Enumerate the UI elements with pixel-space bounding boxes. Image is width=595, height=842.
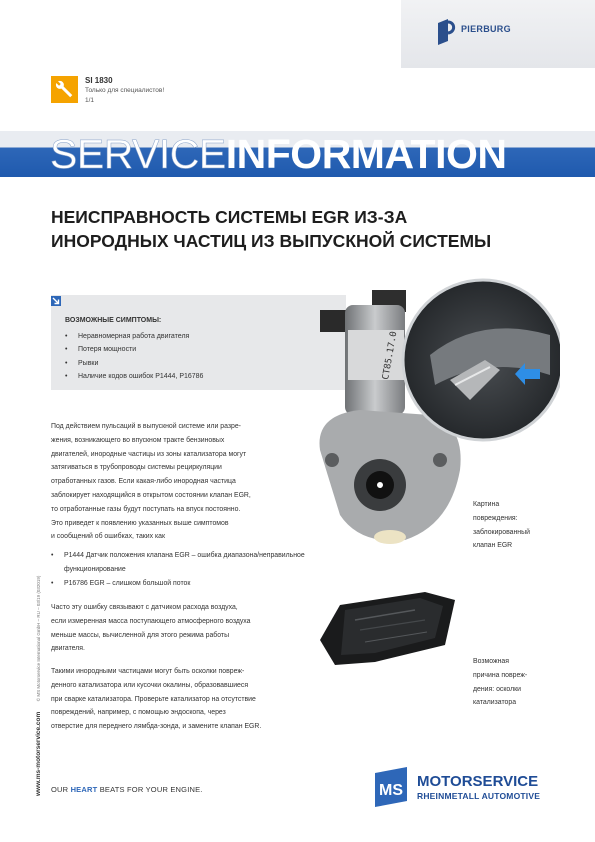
symptoms-list xyxy=(65,330,203,383)
error-codes-list xyxy=(51,549,313,590)
rheinmetall-automotive-text: RHEINMETALL AUTOMOTIVE xyxy=(417,791,541,801)
caption-line: причина повреж- xyxy=(473,671,528,679)
caption-line: Картина xyxy=(473,501,500,508)
text-line: Это приведет к появлению указанных выше симптомов xyxy=(51,519,229,527)
text-line: затягиваться в трубопроводы системы рециркуляции xyxy=(51,464,222,472)
arrow-down-right-icon xyxy=(51,296,61,306)
text-line: если измеренная масса поступающего атмосферного воздуха xyxy=(51,617,251,625)
text-line: заблокирует находящийся в открытом состоянии клапан EGR, xyxy=(51,491,251,499)
caption-line: катализатора xyxy=(473,699,517,707)
egr-part-label: CT85.17.0 xyxy=(381,330,400,381)
copyright-text: © MS Motorservice International GmbH – RU – 03/19 (032019) xyxy=(36,575,41,702)
text-line: отработанных газов. Если какая-либо инородная частица xyxy=(51,478,236,486)
symptom-item: • Наличие кодов ошибок P1444, P16786 xyxy=(65,370,203,383)
side-vertical-text xyxy=(27,576,45,796)
page-title xyxy=(51,205,571,253)
caption-line: заблокированный xyxy=(473,528,530,536)
body-paragraph-1 xyxy=(51,420,313,544)
motorservice-logo-icon xyxy=(371,767,411,807)
figure-caption-1 xyxy=(473,498,573,553)
text-line: отверстие для переднего лямбда-зонда, и замените клапан EGR. xyxy=(51,723,262,731)
text-line: двигателя. xyxy=(51,645,85,653)
text-line: меньше массы, вычисленной для этого режима работы xyxy=(51,631,230,639)
slogan-part: OUR xyxy=(51,785,71,794)
wrench-icon xyxy=(51,76,78,103)
error-code-item: • P16786 EGR – слишком большой поток xyxy=(51,577,313,591)
text-line: двигателей, инородные частицы из зоны катализатора могут xyxy=(51,450,247,458)
footer-slogan xyxy=(51,785,203,794)
caption-line: Возможная xyxy=(473,658,509,665)
text-line: денного катализатора или кусочки окалины, образовавшиеся xyxy=(51,681,249,689)
caption-line: клапан EGR xyxy=(473,542,513,550)
error-code-item: • P1444 Датчик положения клапана EGR – ошибка диапазона/неправильное функционирование xyxy=(51,549,313,577)
pierburg-logo-icon xyxy=(437,19,456,45)
catalyst-fragment-image xyxy=(315,590,465,670)
body-paragraph-2 xyxy=(51,601,313,656)
title-line-2: ИНОРОДНЫХ ЧАСТИЦ ИЗ ВЫПУСКНОЙ СИСТЕМЫ xyxy=(51,231,492,251)
text-line: повреждений, например, с помощью эндоскопа, через xyxy=(51,709,226,717)
slogan-part: BEATS FOR YOUR ENGINE. xyxy=(97,785,203,794)
title-line-1: НЕИСПРАВНОСТЬ СИСТЕМЫ EGR ИЗ-ЗА xyxy=(51,207,408,227)
pierburg-brand-name: PIERBURG xyxy=(461,24,511,34)
text-line: Часто эту ошибку связывают с датчиком расхода воздуха, xyxy=(51,604,238,611)
text-line: и сообщений об ошибках, таких как xyxy=(51,533,166,541)
text-line: жения, возникающего во впускном тракте бензиновых xyxy=(51,436,225,444)
banner-text xyxy=(50,131,506,177)
ms-logo-text: MS xyxy=(379,782,403,799)
caption-line: дения: осколки xyxy=(473,685,522,693)
website-url[interactable]: www.ms-motorservice.com xyxy=(35,711,42,796)
motorservice-name: MOTORSERVICE xyxy=(417,773,539,790)
si-note: Только для специалистов! xyxy=(85,87,165,94)
symptom-item: • Неравномерная работа двигателя xyxy=(65,330,203,343)
si-number: SI 1830 xyxy=(85,76,113,85)
banner-word-service: SERVICE xyxy=(50,131,226,177)
text-line: Под действием пульсаций в выпускной системе или разре- xyxy=(51,423,241,430)
banner-word-information: INFORMATION xyxy=(225,131,507,177)
symptom-item: • Рывки xyxy=(65,357,203,370)
figure-caption-2 xyxy=(473,655,573,710)
symptoms-title: ВОЗМОЖНЫЕ СИМПТОМЫ: xyxy=(65,317,162,324)
body-paragraph-3 xyxy=(51,665,313,734)
text-line: то отработанные газы будут поступать на впуск постоянно. xyxy=(51,505,241,513)
slogan-highlight: HEART xyxy=(70,785,98,794)
text-line: Такими инородными частицами могут быть осколки повреж- xyxy=(51,668,245,675)
service-information-banner xyxy=(0,131,595,177)
symptom-item: • Потеря мощности xyxy=(65,343,203,356)
si-page-indicator: 1/1 xyxy=(85,97,95,104)
caption-line: повреждения: xyxy=(473,514,518,522)
pierburg-logo-panel xyxy=(401,0,595,68)
text-line: при сварке катализатора. Проверьте катализатор на отсутствие xyxy=(51,695,256,703)
